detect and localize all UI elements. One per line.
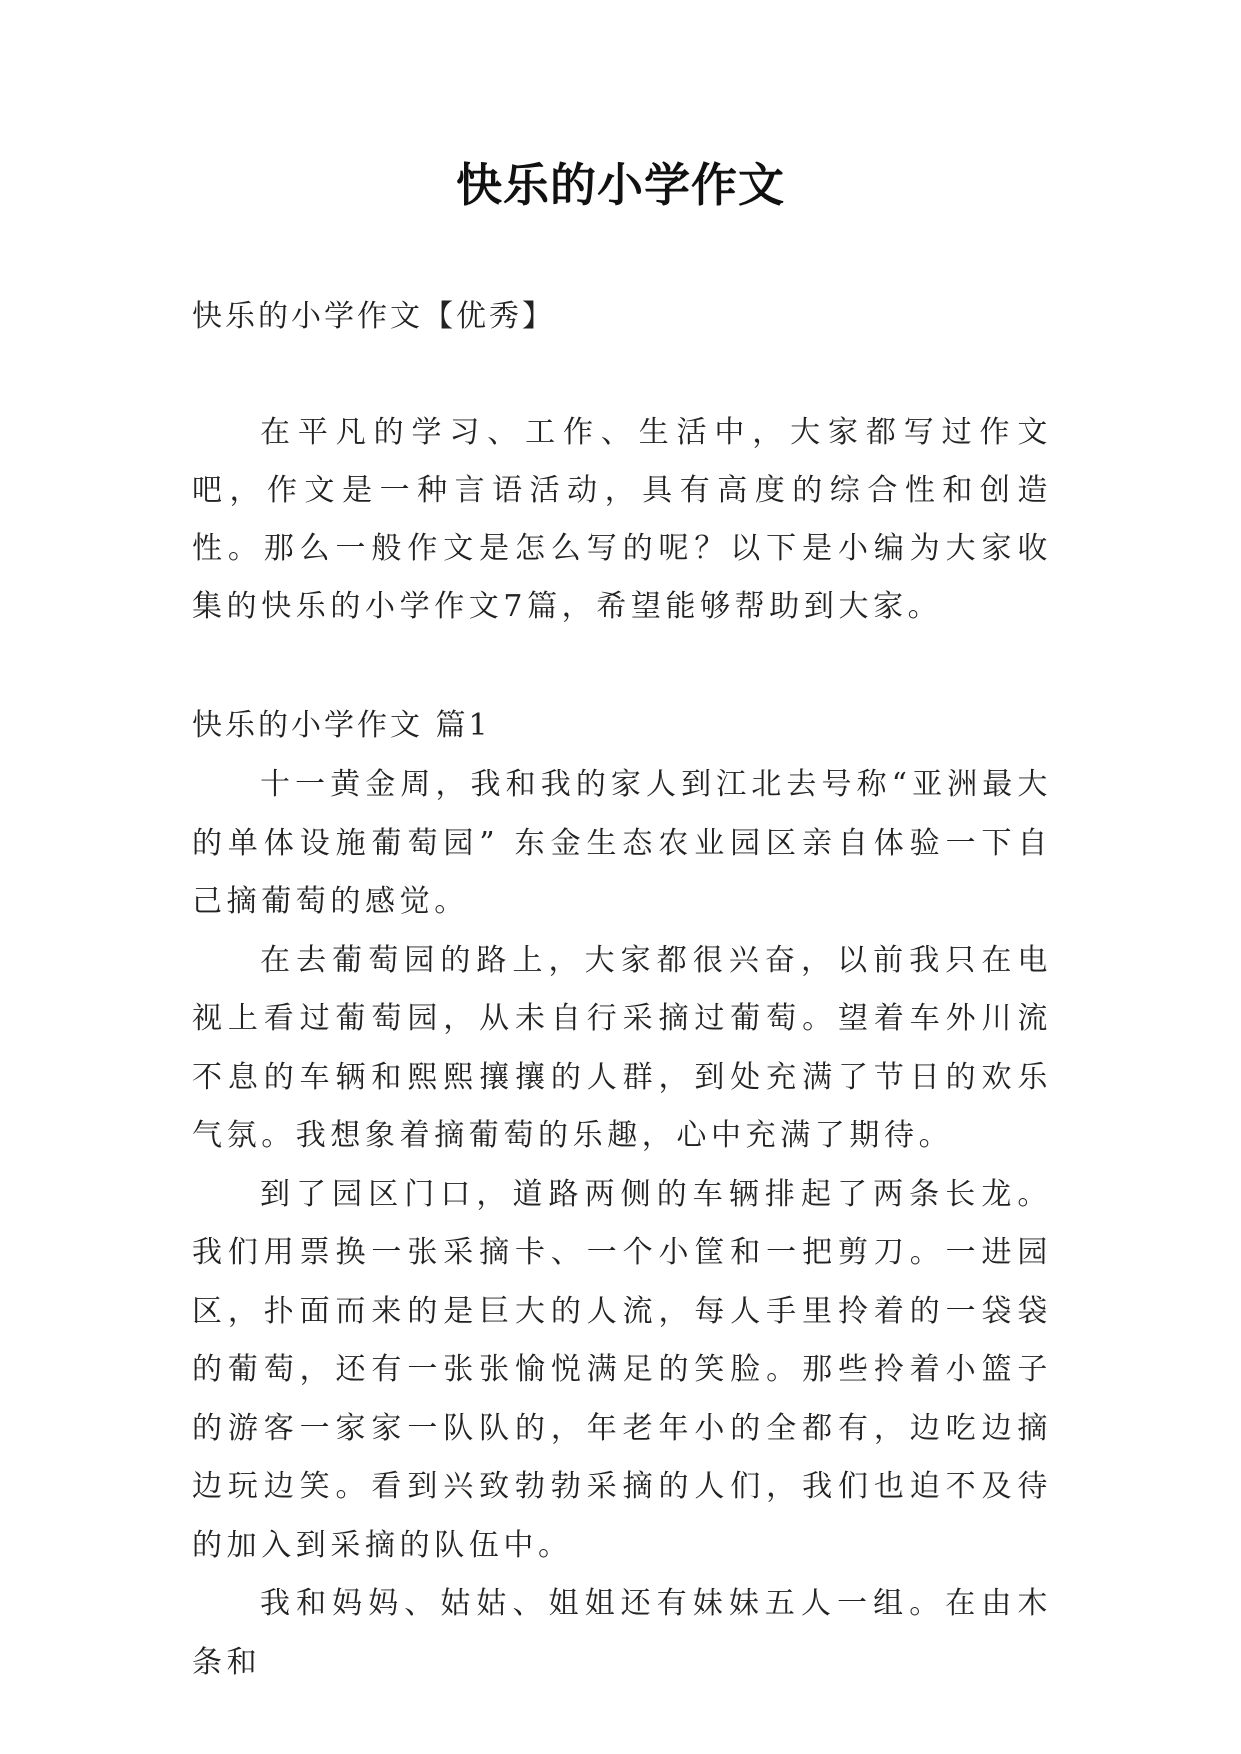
- section-heading: 快乐的小学作文 篇1: [192, 708, 491, 743]
- paragraph: 十一黄金周，我和我的家人到江北去号称“亚洲最大的单体设施葡萄园” 东金生态农业园区亲自体验一下自己摘葡萄的感觉。: [192, 767, 1052, 919]
- paragraph: 到了园区门口，道路两侧的车辆排起了两条长龙。我们用票换一张采摘卡、一个小筐和一把剪刀。一进园区，扑面而来的是巨大的人流，每人手里拎着的一袋袋的葡萄，还有一张张愉悦满足的笑脸。那些拎着小篮子的游客一家家一队队的，年老年小的全都有，边吃边摘边玩边笑。看到兴致勃勃采摘的人们，我们也迫不及待的加入到采摘的队伍中。: [192, 1176, 1052, 1563]
- paragraph: 在去葡萄园的路上，大家都很兴奋，以前我只在电视上看过葡萄园，从未自行采摘过葡萄。望着车外川流不息的车辆和熙熙攘攘的人群，到处充满了节日的欢乐气氛。我想象着摘葡萄的乐趣，心中充满了期待。: [192, 942, 1052, 1153]
- essay-section: [192, 696, 1052, 1692]
- document-title: 快乐的小学作文: [456, 158, 785, 212]
- paragraph: 我和妈妈、姑姑、姐姐还有妹妹五人一组。在由木条和: [192, 1586, 1052, 1680]
- document-subtitle: 快乐的小学作文【优秀】: [192, 299, 555, 334]
- intro-paragraph: 在平凡的学习、工作、生活中，大家都写过作文吧，作文是一种言语活动，具有高度的综合性和创造性。那么一般作文是怎么写的呢？以下是小编为大家收集的快乐的小学作文7篇，希望能够帮助到大家。: [192, 415, 1052, 624]
